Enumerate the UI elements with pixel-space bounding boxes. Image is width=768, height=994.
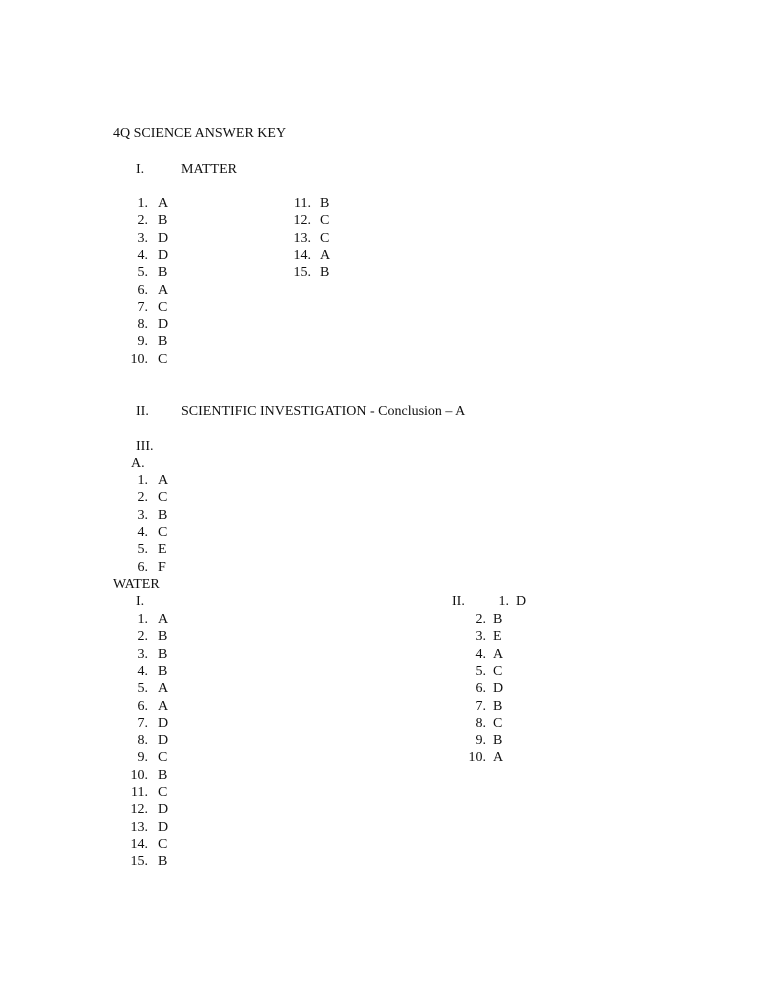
- item-number: 3.: [137, 507, 148, 523]
- item-number: 7.: [137, 715, 148, 731]
- list-item: [130, 784, 168, 801]
- list-item: [468, 698, 503, 715]
- item-number: 5.: [475, 663, 486, 679]
- item-answer: A: [320, 247, 331, 263]
- item-number: 8.: [475, 715, 486, 731]
- list-item: [130, 299, 168, 316]
- list-item: [130, 749, 168, 766]
- item-answer: B: [158, 767, 168, 783]
- item-number: 8.: [137, 317, 148, 333]
- item-answer: C: [320, 213, 330, 229]
- section-heading-scientific: SCIENTIFIC INVESTIGATION - Conclusion – A: [181, 404, 466, 419]
- section-roman-iii: III.: [136, 439, 154, 454]
- list-item: [130, 230, 169, 247]
- list-item: [468, 646, 504, 663]
- item-number: 2.: [137, 629, 148, 645]
- list-item: [468, 611, 503, 628]
- item-number: 7.: [475, 698, 486, 714]
- list-item: [130, 836, 168, 853]
- list-item: [291, 264, 330, 281]
- item-answer: A: [158, 473, 169, 488]
- item-answer: B: [158, 334, 168, 350]
- item-answer: D: [158, 802, 169, 818]
- item-answer: D: [158, 230, 169, 246]
- water-part2-first-item: [489, 593, 527, 610]
- list-item: [130, 715, 169, 732]
- item-number: 3.: [137, 230, 148, 246]
- item-answer: B: [158, 265, 168, 281]
- item-number: 4.: [137, 663, 148, 679]
- item-number: 6.: [475, 681, 486, 697]
- item-answer: A: [493, 750, 504, 766]
- list-item: [468, 628, 502, 645]
- item-answer: C: [158, 836, 168, 852]
- item-number: 15.: [293, 265, 311, 281]
- item-answer: A: [158, 196, 169, 211]
- list-item: [130, 628, 168, 645]
- item-number: 12.: [293, 213, 311, 229]
- item-number: 5.: [137, 265, 148, 281]
- list-item: [468, 732, 503, 749]
- item-answer: B: [158, 854, 168, 870]
- item-answer: E: [493, 629, 502, 645]
- item-number: 3.: [137, 646, 148, 662]
- item-number: 6.: [137, 282, 148, 298]
- list-item: [130, 646, 168, 663]
- item-number: 6.: [137, 559, 148, 575]
- section-iii-sub-label: A.: [131, 456, 145, 471]
- list-item: [130, 801, 169, 818]
- item-number: 1.: [137, 196, 148, 211]
- item-number: 10.: [130, 767, 148, 783]
- item-number: 3.: [475, 629, 486, 645]
- item-answer: B: [158, 213, 168, 229]
- list-item: [130, 663, 168, 680]
- item-answer: D: [158, 317, 169, 333]
- list-item: [130, 732, 169, 749]
- item-answer: B: [158, 663, 168, 679]
- item-number: 10.: [130, 351, 148, 367]
- list-item: [130, 541, 167, 558]
- item-number: 11.: [294, 196, 311, 211]
- list-item: [130, 819, 169, 836]
- list-item: [130, 316, 169, 333]
- item-answer: A: [158, 282, 169, 298]
- item-number: 2.: [137, 490, 148, 506]
- item-number: 2.: [137, 213, 148, 229]
- item-answer: C: [158, 785, 168, 800]
- list-item: [130, 282, 169, 299]
- list-item: [130, 559, 166, 576]
- item-answer: D: [158, 715, 169, 731]
- list-item: [130, 680, 169, 697]
- item-answer: B: [158, 629, 168, 645]
- list-item: [130, 195, 169, 212]
- item-answer: B: [320, 196, 330, 211]
- item-answer: D: [158, 733, 169, 749]
- water-part2-roman: II.: [452, 594, 465, 609]
- item-number: 14.: [130, 836, 148, 852]
- list-item: [130, 351, 168, 368]
- section-roman-matter: I.: [136, 162, 145, 177]
- item-answer: A: [158, 612, 169, 627]
- item-answer: A: [493, 646, 504, 662]
- item-answer: B: [158, 646, 168, 662]
- item-number: 10.: [468, 750, 486, 766]
- list-item: [468, 663, 503, 680]
- item-answer: C: [320, 230, 330, 246]
- list-item: [130, 333, 168, 350]
- item-answer: B: [493, 612, 503, 627]
- list-item: [130, 472, 169, 489]
- item-number: 14.: [293, 247, 311, 263]
- list-item: [130, 611, 169, 628]
- list-item: [130, 767, 168, 784]
- item-answer: A: [158, 681, 169, 697]
- item-answer: E: [158, 542, 167, 558]
- item-answer: B: [320, 265, 330, 281]
- item-answer: C: [158, 490, 168, 506]
- item-number: 11.: [131, 785, 148, 800]
- list-item: [130, 507, 168, 524]
- item-number: 4.: [137, 247, 148, 263]
- item-answer: D: [493, 681, 504, 697]
- list-item: [130, 212, 168, 229]
- item-number: 2.: [475, 612, 486, 627]
- item-answer: F: [158, 559, 166, 575]
- list-item: [291, 212, 330, 229]
- list-item: [130, 698, 169, 715]
- item-answer: B: [493, 698, 503, 714]
- item-number: 8.: [137, 733, 148, 749]
- list-item: [468, 715, 503, 732]
- list-item: [468, 680, 504, 697]
- item-answer: C: [158, 524, 168, 540]
- item-number: 9.: [137, 334, 148, 350]
- item-number: 7.: [137, 299, 148, 315]
- item-answer: A: [158, 698, 169, 714]
- list-item: [291, 247, 331, 264]
- item-answer: D: [516, 594, 527, 609]
- item-number: 1.: [498, 594, 509, 609]
- item-number: 15.: [130, 854, 148, 870]
- item-number: 5.: [137, 542, 148, 558]
- item-number: 4.: [475, 646, 486, 662]
- item-number: 13.: [130, 819, 148, 835]
- item-number: 9.: [137, 750, 148, 766]
- item-answer: C: [158, 351, 168, 367]
- list-item: [130, 853, 168, 870]
- section-roman-scientific: II.: [136, 404, 149, 419]
- item-number: 9.: [475, 733, 486, 749]
- list-item: [130, 524, 168, 541]
- item-number: 6.: [137, 698, 148, 714]
- item-answer: C: [493, 663, 503, 679]
- water-heading: WATER: [113, 577, 160, 592]
- item-number: 4.: [137, 524, 148, 540]
- list-item: [291, 230, 330, 247]
- item-answer: B: [493, 733, 503, 749]
- page-title: 4Q SCIENCE ANSWER KEY: [113, 126, 287, 141]
- item-number: 13.: [293, 230, 311, 246]
- item-number: 5.: [137, 681, 148, 697]
- item-answer: C: [493, 715, 503, 731]
- item-answer: C: [158, 299, 168, 315]
- list-item: [130, 264, 168, 281]
- list-item: [130, 247, 169, 264]
- item-answer: D: [158, 819, 169, 835]
- item-answer: D: [158, 247, 169, 263]
- water-part1-roman: I.: [136, 594, 145, 609]
- section-heading-matter: MATTER: [181, 162, 237, 177]
- item-number: 1.: [137, 473, 148, 488]
- list-item: [291, 195, 330, 212]
- item-number: 1.: [137, 612, 148, 627]
- item-answer: B: [158, 507, 168, 523]
- list-item: [468, 749, 504, 766]
- list-item: [130, 489, 168, 506]
- item-number: 12.: [130, 802, 148, 818]
- item-answer: C: [158, 750, 168, 766]
